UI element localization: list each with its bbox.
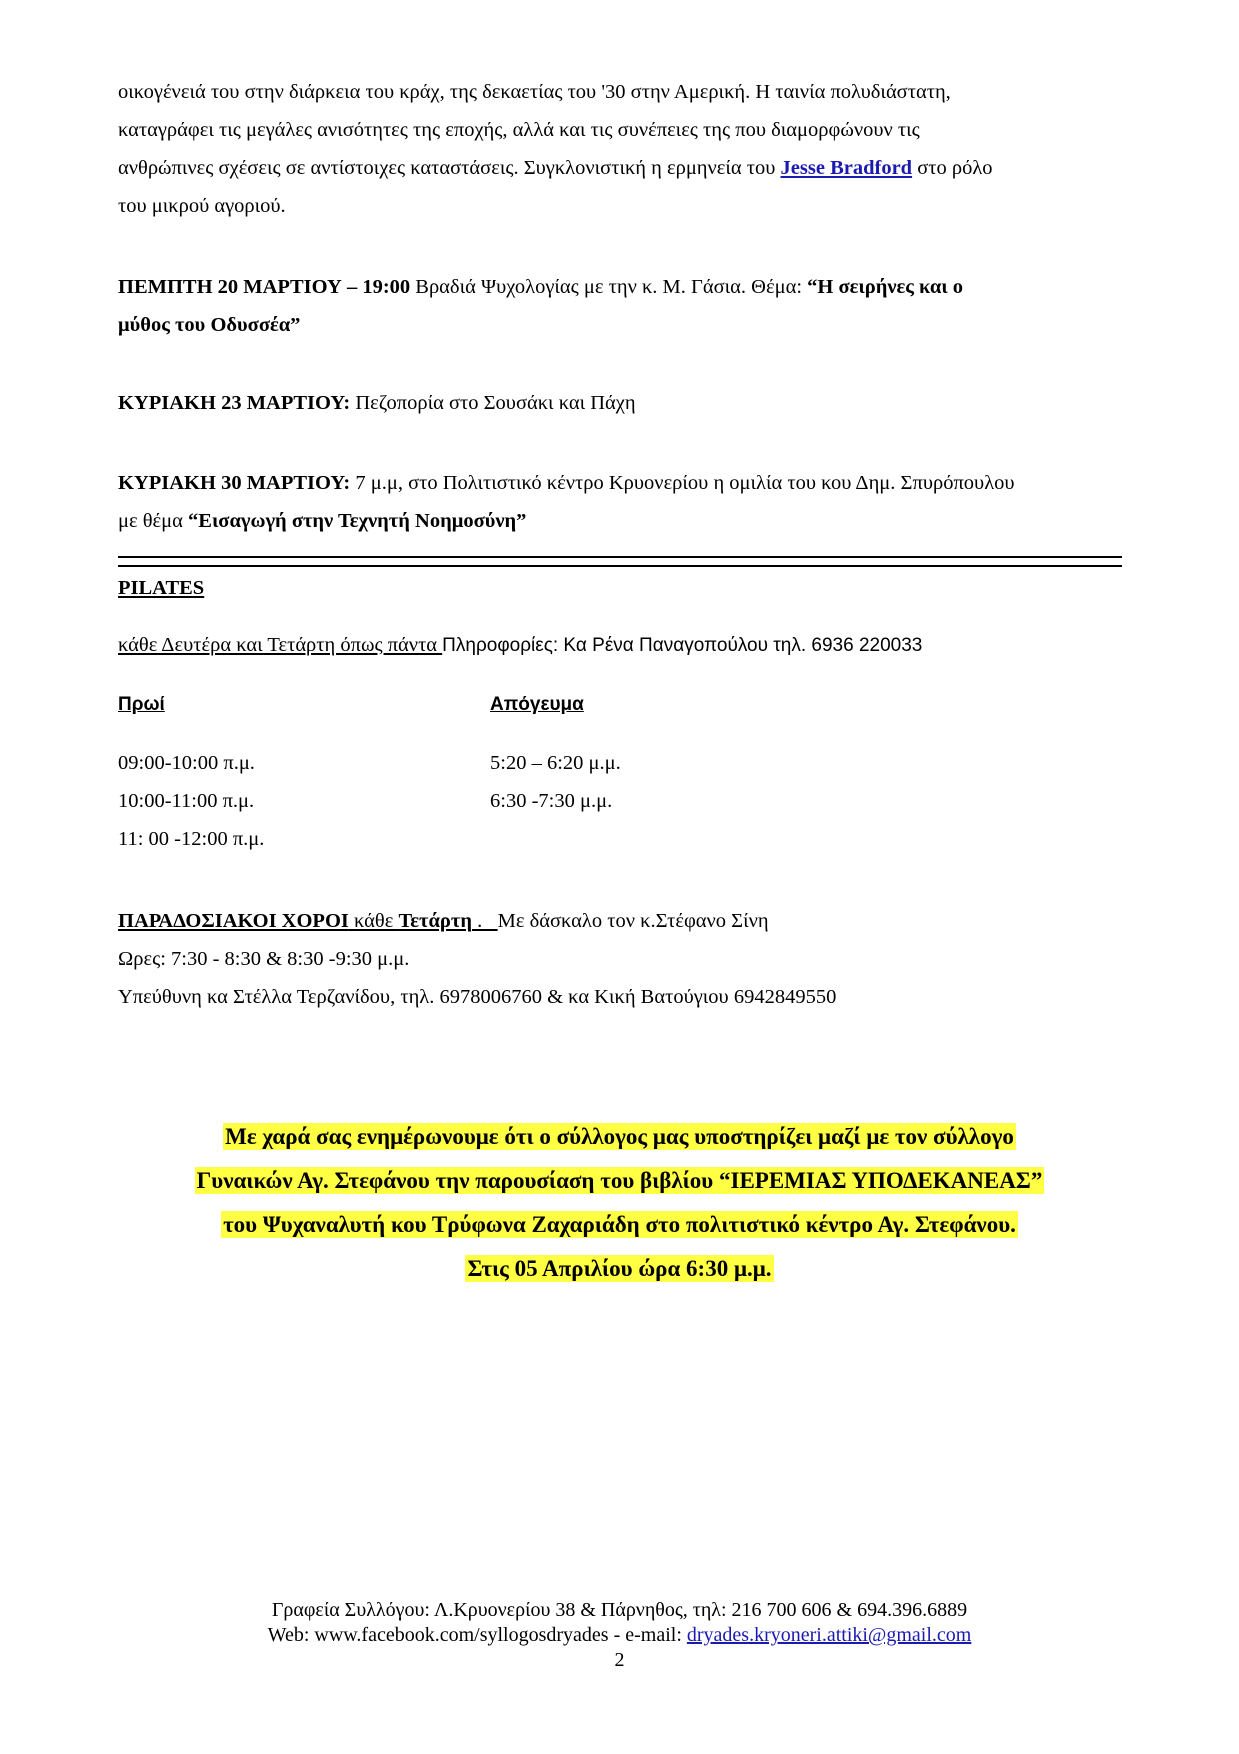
announcement-line-1: Με χαρά σας ενημέρωνουμε ότι ο σύλλογος μας υποστηρίζει μαζί με τον σύλλογο <box>225 1124 1014 1149</box>
dances-section <box>118 902 1128 1016</box>
event3-topic: “Εισαγωγή στην Τεχνητή Νοημοσύνη” <box>188 510 527 532</box>
pilates-row-2 <box>118 782 1128 820</box>
event-hiking <box>118 384 1128 422</box>
pilates-afternoon-2: 6:30 -7:30 μ.μ. <box>490 790 613 812</box>
event1-topic-1: “Η σειρήνες και ο <box>807 276 963 298</box>
dances-dot: . <box>471 910 498 932</box>
section-divider <box>118 556 1122 567</box>
event1-line-1 <box>118 268 1128 306</box>
pilates-morning-2: 10:00-11:00 π.μ. <box>118 790 255 812</box>
pilates-schedule-info <box>118 626 1128 665</box>
pilates-info: Πληροφορίες: Κα Ρένα Παναγοπούλου τηλ. 6936 220033 <box>442 635 923 656</box>
pilates-morning-3: 11: 00 -12:00 π.μ. <box>118 828 265 850</box>
event-ai-talk <box>118 464 1128 540</box>
intro-line-2: καταγράφει τις μεγάλες ανισότητες της εποχής, αλλά και τις συνέπειες της που διαμορφώνουν τις <box>118 119 920 141</box>
announcement-line-3: του Ψυχαναλυτή κου Τρύφωνα Ζαχαριάδη στο πολιτιστικό κέντρο Αγ. Στεφάνου. <box>223 1212 1016 1237</box>
page-number: 2 <box>614 1649 625 1671</box>
event-psychology-evening <box>118 268 1128 344</box>
event3-line-1 <box>118 464 1128 502</box>
footer-web-line <box>0 1623 1239 1648</box>
announcement-line-4: Στις 05 Απριλίου ώρα 6:30 μ.μ. <box>467 1256 772 1281</box>
dances-every: κάθε <box>348 910 399 932</box>
footer-web: Web: www.facebook.com/syllogosdryades - e-mail: <box>267 1624 687 1646</box>
intro-line-3-post: στο ρόλο <box>912 157 993 179</box>
event3-line-2 <box>118 502 1128 540</box>
page-footer <box>0 1598 1239 1673</box>
dances-title: ΠΑΡΑΔΟΣΙΑΚΟΙ ΧΟΡΟΙ <box>118 910 349 932</box>
jesse-bradford-link[interactable]: Jesse Bradford <box>780 157 913 179</box>
dances-hours: Ωρες: 7:30 - 8:30 & 8:30 -9:30 μ.μ. <box>118 948 410 970</box>
footer-email-link[interactable]: dryades.kryoneri.attiki@gmail.com <box>686 1624 972 1646</box>
intro-paragraph <box>118 73 1128 225</box>
intro-line-1: οικογένειά του στην διάρκεια του κράχ, της δεκαετίας του '30 στην Αμερική. Η ταινία πολυδιάστατη, <box>118 81 951 103</box>
pilates-row-3 <box>118 820 1128 858</box>
pilates-row-1 <box>118 744 1128 782</box>
pilates-days: κάθε Δευτέρα και Τετάρτη όπως πάντα <box>118 634 443 656</box>
pilates-times <box>118 744 1128 858</box>
pilates-title <box>118 569 1128 607</box>
event1-text: Βραδιά Ψυχολογίας με την κ. Μ. Γάσια. Θέμα: <box>410 276 808 298</box>
event2-line <box>118 384 1128 422</box>
dances-contact: Υπεύθυνη κα Στέλλα Τερζανίδου, τηλ. 6978006760 & κα Κική Βατούγιου 6942849550 <box>118 986 837 1008</box>
event3-text: 7 μ.μ, στο Πολιτιστικό κέντρο Κρυονερίου η ομιλία του κου Δημ. Σπυρόπουλου <box>350 472 1015 494</box>
dances-day: Τετάρτη <box>398 910 472 932</box>
event1-topic-2: μύθος του Οδυσσέα” <box>118 314 301 336</box>
intro-line-3 <box>118 149 1128 187</box>
pilates-table-header <box>118 686 1128 724</box>
event1-date: ΠΕΜΠΤΗ 20 ΜΑΡΤΙΟΥ – 19:00 <box>118 276 411 298</box>
intro-line-4: του μικρού αγοριού. <box>118 195 286 217</box>
pilates-afternoon-header: Απόγευμα <box>490 694 584 715</box>
event3-date: ΚΥΡΙΑΚΗ 30 ΜΑΡΤΙΟΥ: <box>118 472 351 494</box>
dances-teacher: Με δάσκαλο τον κ.Στέφανο Σίνη <box>497 910 769 932</box>
footer-address: Γραφεία Συλλόγου: Λ.Κρυονερίου 38 & Πάρνηθος, τηλ: 216 700 606 & 694.396.6889 <box>271 1599 968 1621</box>
event2-date: ΚΥΡΙΑΚΗ 23 ΜΑΡΤΙΟΥ: <box>118 392 351 414</box>
pilates-morning-header: Πρωί <box>118 694 165 715</box>
pilates-morning-1: 09:00-10:00 π.μ. <box>118 752 255 774</box>
event2-text: Πεζοπορία στο Σουσάκι και Πάχη <box>350 392 636 414</box>
event3-line-2-pre: με θέμα <box>118 510 189 532</box>
intro-line-3-pre: ανθρώπινες σχέσεις σε αντίστοιχες καταστάσεις. Συγκλονιστική η ερμηνεία του <box>118 157 781 179</box>
dances-line-1 <box>118 902 1128 940</box>
pilates-afternoon-1: 5:20 – 6:20 μ.μ. <box>490 752 621 774</box>
pilates-heading: PILATES <box>118 577 205 599</box>
book-presentation-announcement <box>80 1117 1159 1289</box>
announcement-line-2: Γυναικών Αγ. Στεφάνου την παρουσίαση του βιβλίου “ΙΕΡΕΜΙΑΣ ΥΠΟΔΕΚΑΝΕΑΣ” <box>196 1168 1043 1193</box>
